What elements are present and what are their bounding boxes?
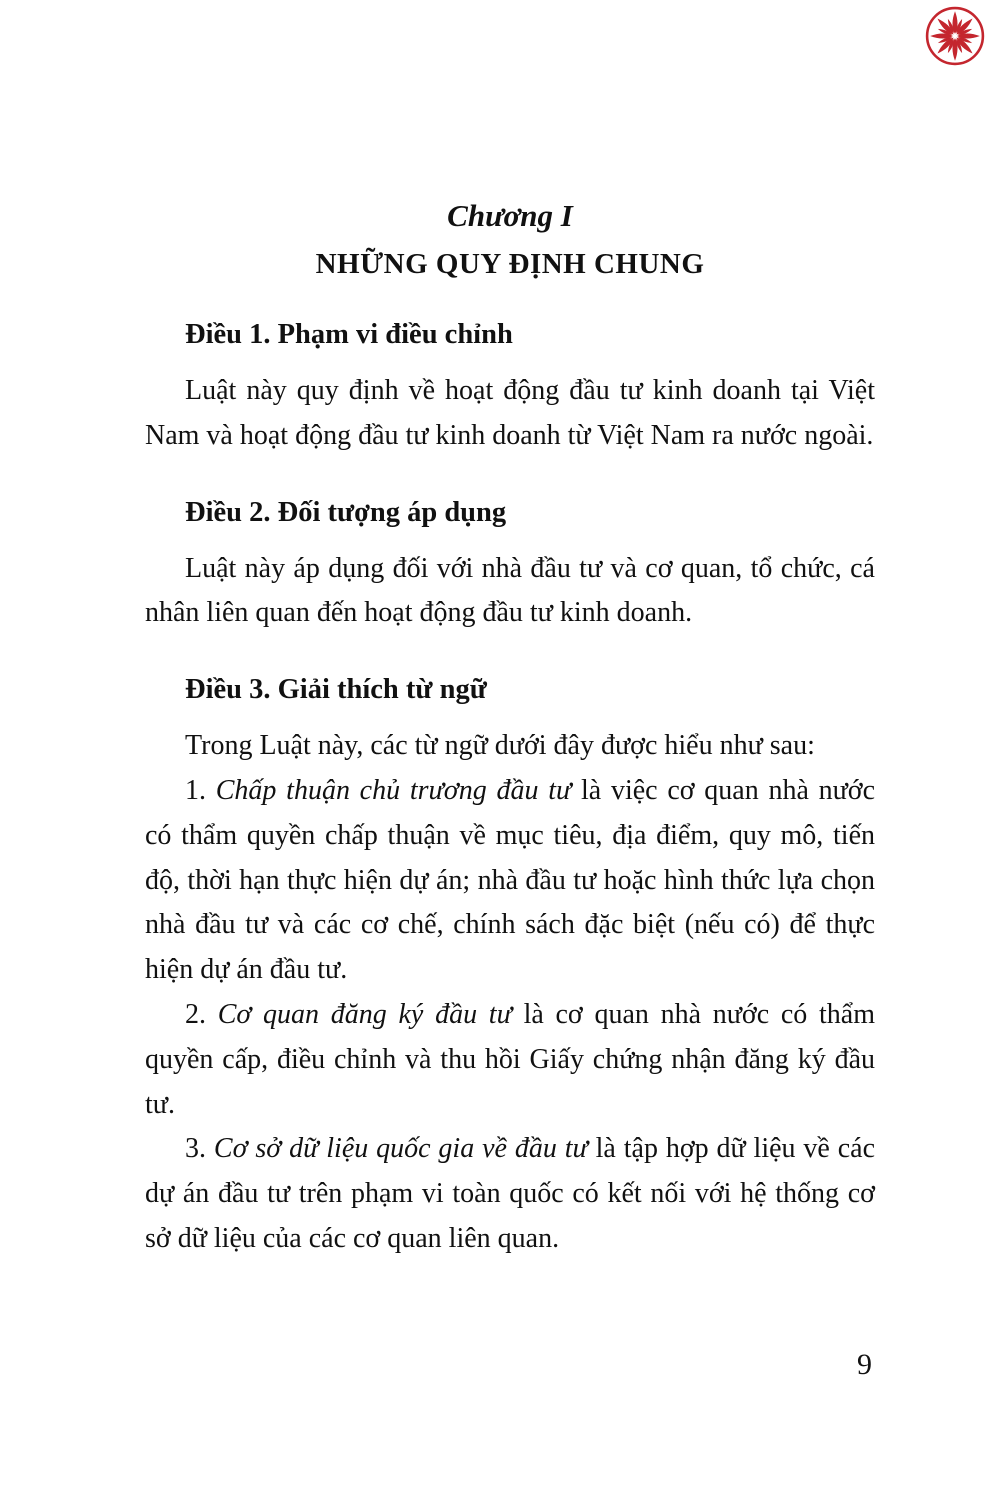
chapter-label: Chương I (447, 198, 573, 233)
page-number: 9 (857, 1348, 872, 1381)
definition-text: là tập hợp dữ liệu về các dự án đầu tư trên phạm vi toàn quốc có kết nối với hệ thống cơ sở dữ liệu của các cơ quan liên quan. (145, 1133, 876, 1254)
article-2-paragraph: Luật này áp dụng đối với nhà đầu tư và cơ quan, tổ chức, cá nhân liên quan đến hoạt động đầu tư kinh doanh. (145, 552, 875, 629)
article-3-item-3 (145, 1127, 875, 1261)
item-number: 1. (185, 774, 216, 806)
article-3-item-1 (145, 769, 875, 993)
page-content (145, 198, 875, 1262)
article-3-intro: Trong Luật này, các từ ngữ dưới đây được hiểu như sau: (185, 730, 815, 762)
article-1-paragraph: Luật này quy định về hoạt động đầu tư kinh doanh tại Việt Nam và hoạt động đầu tư kinh doanh từ Việt Nam ra nước ngoài. (145, 375, 875, 451)
article-2-heading: Điều 2. Đối tượng áp dụng (185, 496, 507, 528)
item-number: 3. (185, 1133, 214, 1165)
definition-text: là cơ quan nhà nước có thẩm quyền cấp, điều chỉnh và thu hồi Giấy chứng nhận đăng ký đầu tư. (145, 998, 875, 1120)
defined-term: Cơ sở dữ liệu quốc gia về đầu tư (213, 1133, 588, 1165)
defined-term: Cơ quan đăng ký đầu tư (217, 998, 512, 1030)
item-number: 2. (185, 998, 218, 1030)
defined-term: Chấp thuận chủ trương đầu tư (215, 774, 572, 806)
article-1-heading: Điều 1. Phạm vi điều chỉnh (185, 319, 513, 350)
publisher-logo-icon (924, 4, 986, 68)
definition-text: là việc cơ quan nhà nước có thẩm quyền chấp thuận về mục tiêu, địa điểm, quy mô, tiến độ, thời hạn thực hiện dự án; nhà đầu tư hoặc hình thức lựa chọn nhà đầu tư và các cơ chế, chính sách đặc biệt (nếu có) để thực hiện dự án đầu tư. (145, 774, 876, 986)
chapter-title: NHỮNG QUY ĐỊNH CHUNG (315, 248, 705, 280)
article-3-item-2 (145, 993, 875, 1127)
article-3-heading: Điều 3. Giải thích từ ngữ (185, 674, 487, 706)
